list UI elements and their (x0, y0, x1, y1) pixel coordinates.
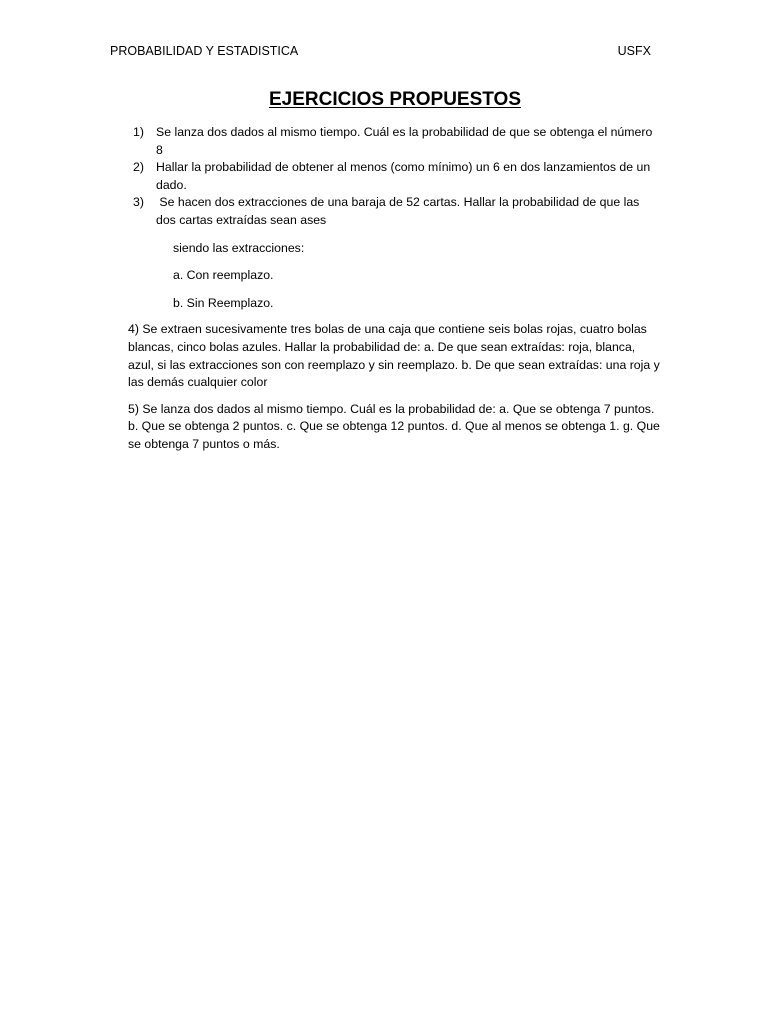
exercise-paragraph-5: 5) Se lanza dos dados al mismo tiempo. Cuál es la probabilidad de: a. Que se obtenga 7 puntos. b. Que se obtenga 2 puntos. c. Que se obtenga 12 puntos. d. Que al menos se obtenga 1. g. Que se obtenga 7 puntos o más. (128, 401, 660, 451)
sub-item-a: a. Con reemplazo. (173, 268, 274, 283)
header-course-title: PROBABILIDAD Y ESTADISTICA (110, 44, 299, 58)
document-title: EJERCICIOS PROPUESTOS (269, 89, 521, 110)
list-item-number: 1) (133, 125, 144, 139)
sub-item-b: b. Sin Reemplazo. (173, 295, 274, 310)
page-header (110, 43, 651, 59)
list-item-text: Hallar la probabilidad de obtener al menos (como mínimo) un 6 en dos lanzamientos de un dado. (156, 160, 651, 192)
list-item (128, 124, 660, 159)
exercise-paragraph-4: 4) Se extraen sucesivamente tres bolas de una caja que contiene seis bolas rojas, cuatro bolas blancas, cinco bolas azules. Hallar la probabilidad de: a. De que sean extraídas: roja, blanca, azul, si las extracciones son con reemplazo y sin reemplazo. b. De que sean extraídas: una roja y las demás cualquier color (128, 322, 660, 390)
header-institution: USFX (617, 44, 651, 58)
exercise-list (128, 124, 660, 230)
list-item-number: 2) (133, 160, 144, 175)
list-item (128, 159, 660, 194)
list-item-text: Se lanza dos dados al mismo tiempo. Cuál es la probabilidad de que se obtenga el número 8 (156, 125, 653, 157)
list-item-text: Se hacen dos extracciones de una baraja de 52 cartas. Hallar la probabilidad de que las dos cartas extraídas sean ases (156, 195, 643, 227)
list-item-number: 3) (133, 195, 144, 210)
list-item (128, 194, 660, 229)
document-body (128, 124, 660, 454)
sub-item-intro: siendo las extracciones: (173, 240, 305, 255)
